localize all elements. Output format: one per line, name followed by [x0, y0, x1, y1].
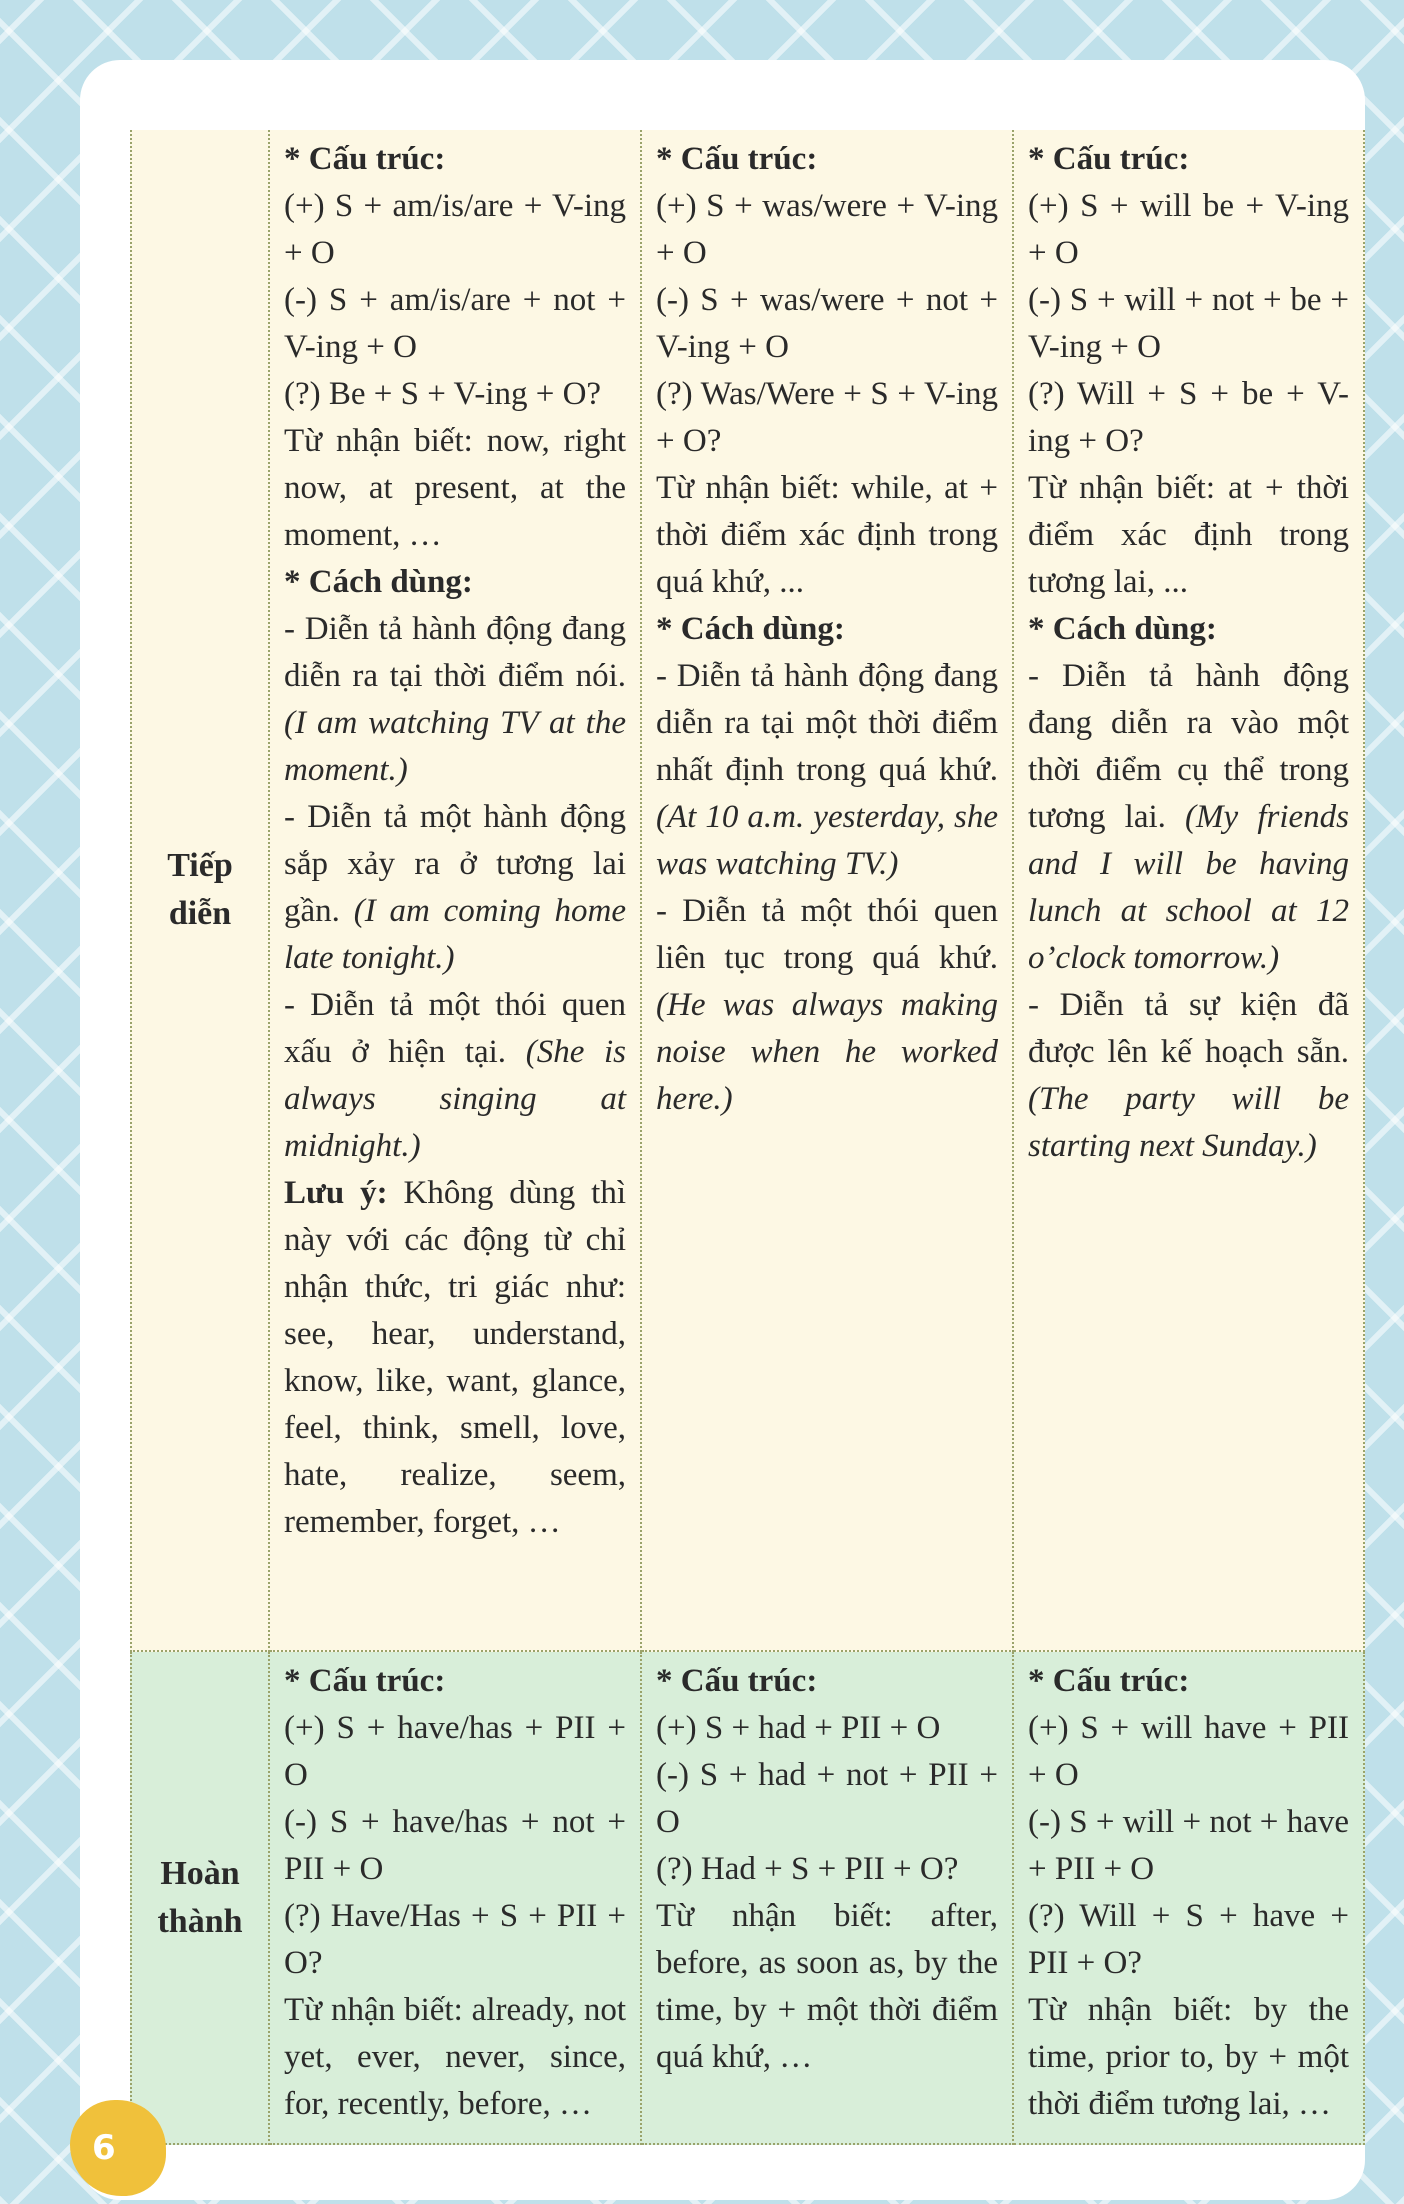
- usage-item: [1028, 653, 1349, 982]
- signal-words: Từ nhận biết: already, not yet, ever, never, since, for, recently, before, …: [284, 1992, 626, 2122]
- usage-title: * Cách dùng:: [284, 564, 473, 600]
- cell-future-continuous: [1014, 130, 1365, 1652]
- usage-item: [1028, 982, 1349, 1170]
- usage-text: - Diễn tả một hành động sắp xảy ra ở tương lai gần.: [284, 799, 626, 929]
- signal-words: Từ nhận biết: after, before, as soon as, by the time, by + một thời điểm quá khứ, …: [656, 1898, 998, 2075]
- row-label-line: Tiếp: [167, 847, 233, 884]
- formula-positive: (+) S + had + PII + O: [656, 1710, 941, 1746]
- usage-item: [284, 794, 626, 982]
- structure-title: * Cấu trúc:: [1028, 141, 1190, 177]
- formula-negative: (-) S + had + not + PII + O: [656, 1757, 998, 1840]
- formula-negative: (-) S + have/has + not + PII + O: [284, 1804, 626, 1887]
- note: [284, 1170, 626, 1546]
- usage-text: - Diễn tả hành động đang diễn ra vào một thời điểm cụ thể trong tương lai.: [1028, 658, 1349, 835]
- structure-title: * Cấu trúc:: [284, 141, 446, 177]
- signal-words: Từ nhận biết: now, right now, at present, at the moment, …: [284, 423, 626, 553]
- usage-title: * Cách dùng:: [656, 611, 845, 647]
- cell-present-continuous: [270, 130, 642, 1652]
- formula-negative: (-) S + am/is/are + not + V-ing + O: [284, 282, 626, 365]
- note-text: Không dùng thì này với các động từ chỉ nhận thức, tri giác như: see, hear, understand, know, like, want, glance, feel, think, smell, love, hate, realize, seem, remember, forget, …: [284, 1175, 627, 1540]
- usage-text: - Diễn tả một thói quen xấu ở hiện tại.: [284, 987, 626, 1070]
- usage-example: (The party will be starting next Sunday.): [1028, 1081, 1349, 1164]
- usage-text: - Diễn tả hành động đang diễn ra tại một thời điểm nhất định trong quá khứ.: [656, 658, 998, 788]
- usage-item: [656, 653, 998, 888]
- structure-title: * Cấu trúc:: [656, 1663, 818, 1699]
- formula-negative: (-) S + will + not + have + PII + O: [1028, 1804, 1349, 1887]
- signal-words: Từ nhận biết: while, at + thời điểm xác định trong quá khứ, ...: [656, 470, 998, 600]
- formula-negative: (-) S + will + not + be + V-ing + O: [1028, 282, 1349, 365]
- formula-positive: (+) S + will have + PII + O: [1028, 1710, 1349, 1793]
- usage-title: * Cách dùng:: [1028, 611, 1217, 647]
- row-label-line: Hoàn: [160, 1854, 240, 1892]
- structure-title: * Cấu trúc:: [1028, 1663, 1190, 1699]
- cell-future-perfect: [1014, 1652, 1365, 2145]
- usage-example: (At 10 a.m. yesterday, she was watching TV.): [656, 799, 998, 882]
- structure-title: * Cấu trúc:: [284, 1663, 446, 1699]
- formula-positive: (+) S + have/has + PII + O: [284, 1710, 626, 1793]
- usage-example: (I am coming home late tonight.): [284, 893, 627, 976]
- cell-past-perfect: [642, 1652, 1014, 2145]
- formula-question: (?) Was/Were + S + V-ing + O?: [656, 376, 998, 459]
- formula-question: (?) Will + S + be + V-ing + O?: [1028, 376, 1349, 459]
- formula-positive: (+) S + will be + V-ing + O: [1028, 188, 1349, 271]
- usage-example: (He was always making noise when he worked here.): [656, 987, 998, 1117]
- usage-example: (My friends and I will be having lunch at school at 12 o’clock tomorrow.): [1028, 799, 1349, 976]
- signal-words: Từ nhận biết: at + thời điểm xác định trong tương lai, ...: [1028, 470, 1349, 600]
- formula-negative: (-) S + was/were + not + V-ing + O: [656, 282, 998, 365]
- row-label-continuous: [130, 130, 270, 1652]
- formula-positive: (+) S + was/were + V-ing + O: [656, 188, 998, 271]
- tense-table: [130, 130, 1365, 2145]
- cell-past-continuous: [642, 130, 1014, 1652]
- structure-title: * Cấu trúc:: [656, 141, 818, 177]
- note-label: Lưu ý:: [284, 1175, 388, 1211]
- formula-question: (?) Had + S + PII + O?: [656, 1851, 959, 1887]
- formula-question: (?) Have/Has + S + PII + O?: [284, 1898, 626, 1981]
- usage-text: - Diễn tả hành động đang diễn ra tại thời điểm nói.: [284, 611, 626, 694]
- formula-question: (?) Will + S + have + PII + O?: [1028, 1898, 1349, 1981]
- cell-present-perfect: [270, 1652, 642, 2145]
- usage-item: [284, 982, 626, 1170]
- usage-text: - Diễn tả sự kiện đã được lên kế hoạch sẵn.: [1028, 987, 1349, 1070]
- row-label-perfect: [130, 1652, 270, 2145]
- page-number: 6: [92, 2128, 116, 2168]
- formula-positive: (+) S + am/is/are + V-ing + O: [284, 188, 626, 271]
- signal-words: Từ nhận biết: by the time, prior to, by + một thời điểm tương lai, …: [1028, 1992, 1349, 2122]
- formula-question: (?) Be + S + V-ing + O?: [284, 376, 602, 412]
- usage-item: [656, 888, 998, 1123]
- row-label-line: thành: [157, 1902, 243, 1940]
- usage-example: (She is always singing at midnight.): [284, 1034, 626, 1164]
- usage-text: - Diễn tả một thói quen liên tục trong quá khứ.: [656, 893, 998, 976]
- usage-item: [284, 606, 626, 794]
- row-label-line: diễn: [168, 895, 232, 932]
- usage-example: (I am watching TV at the moment.): [284, 705, 626, 788]
